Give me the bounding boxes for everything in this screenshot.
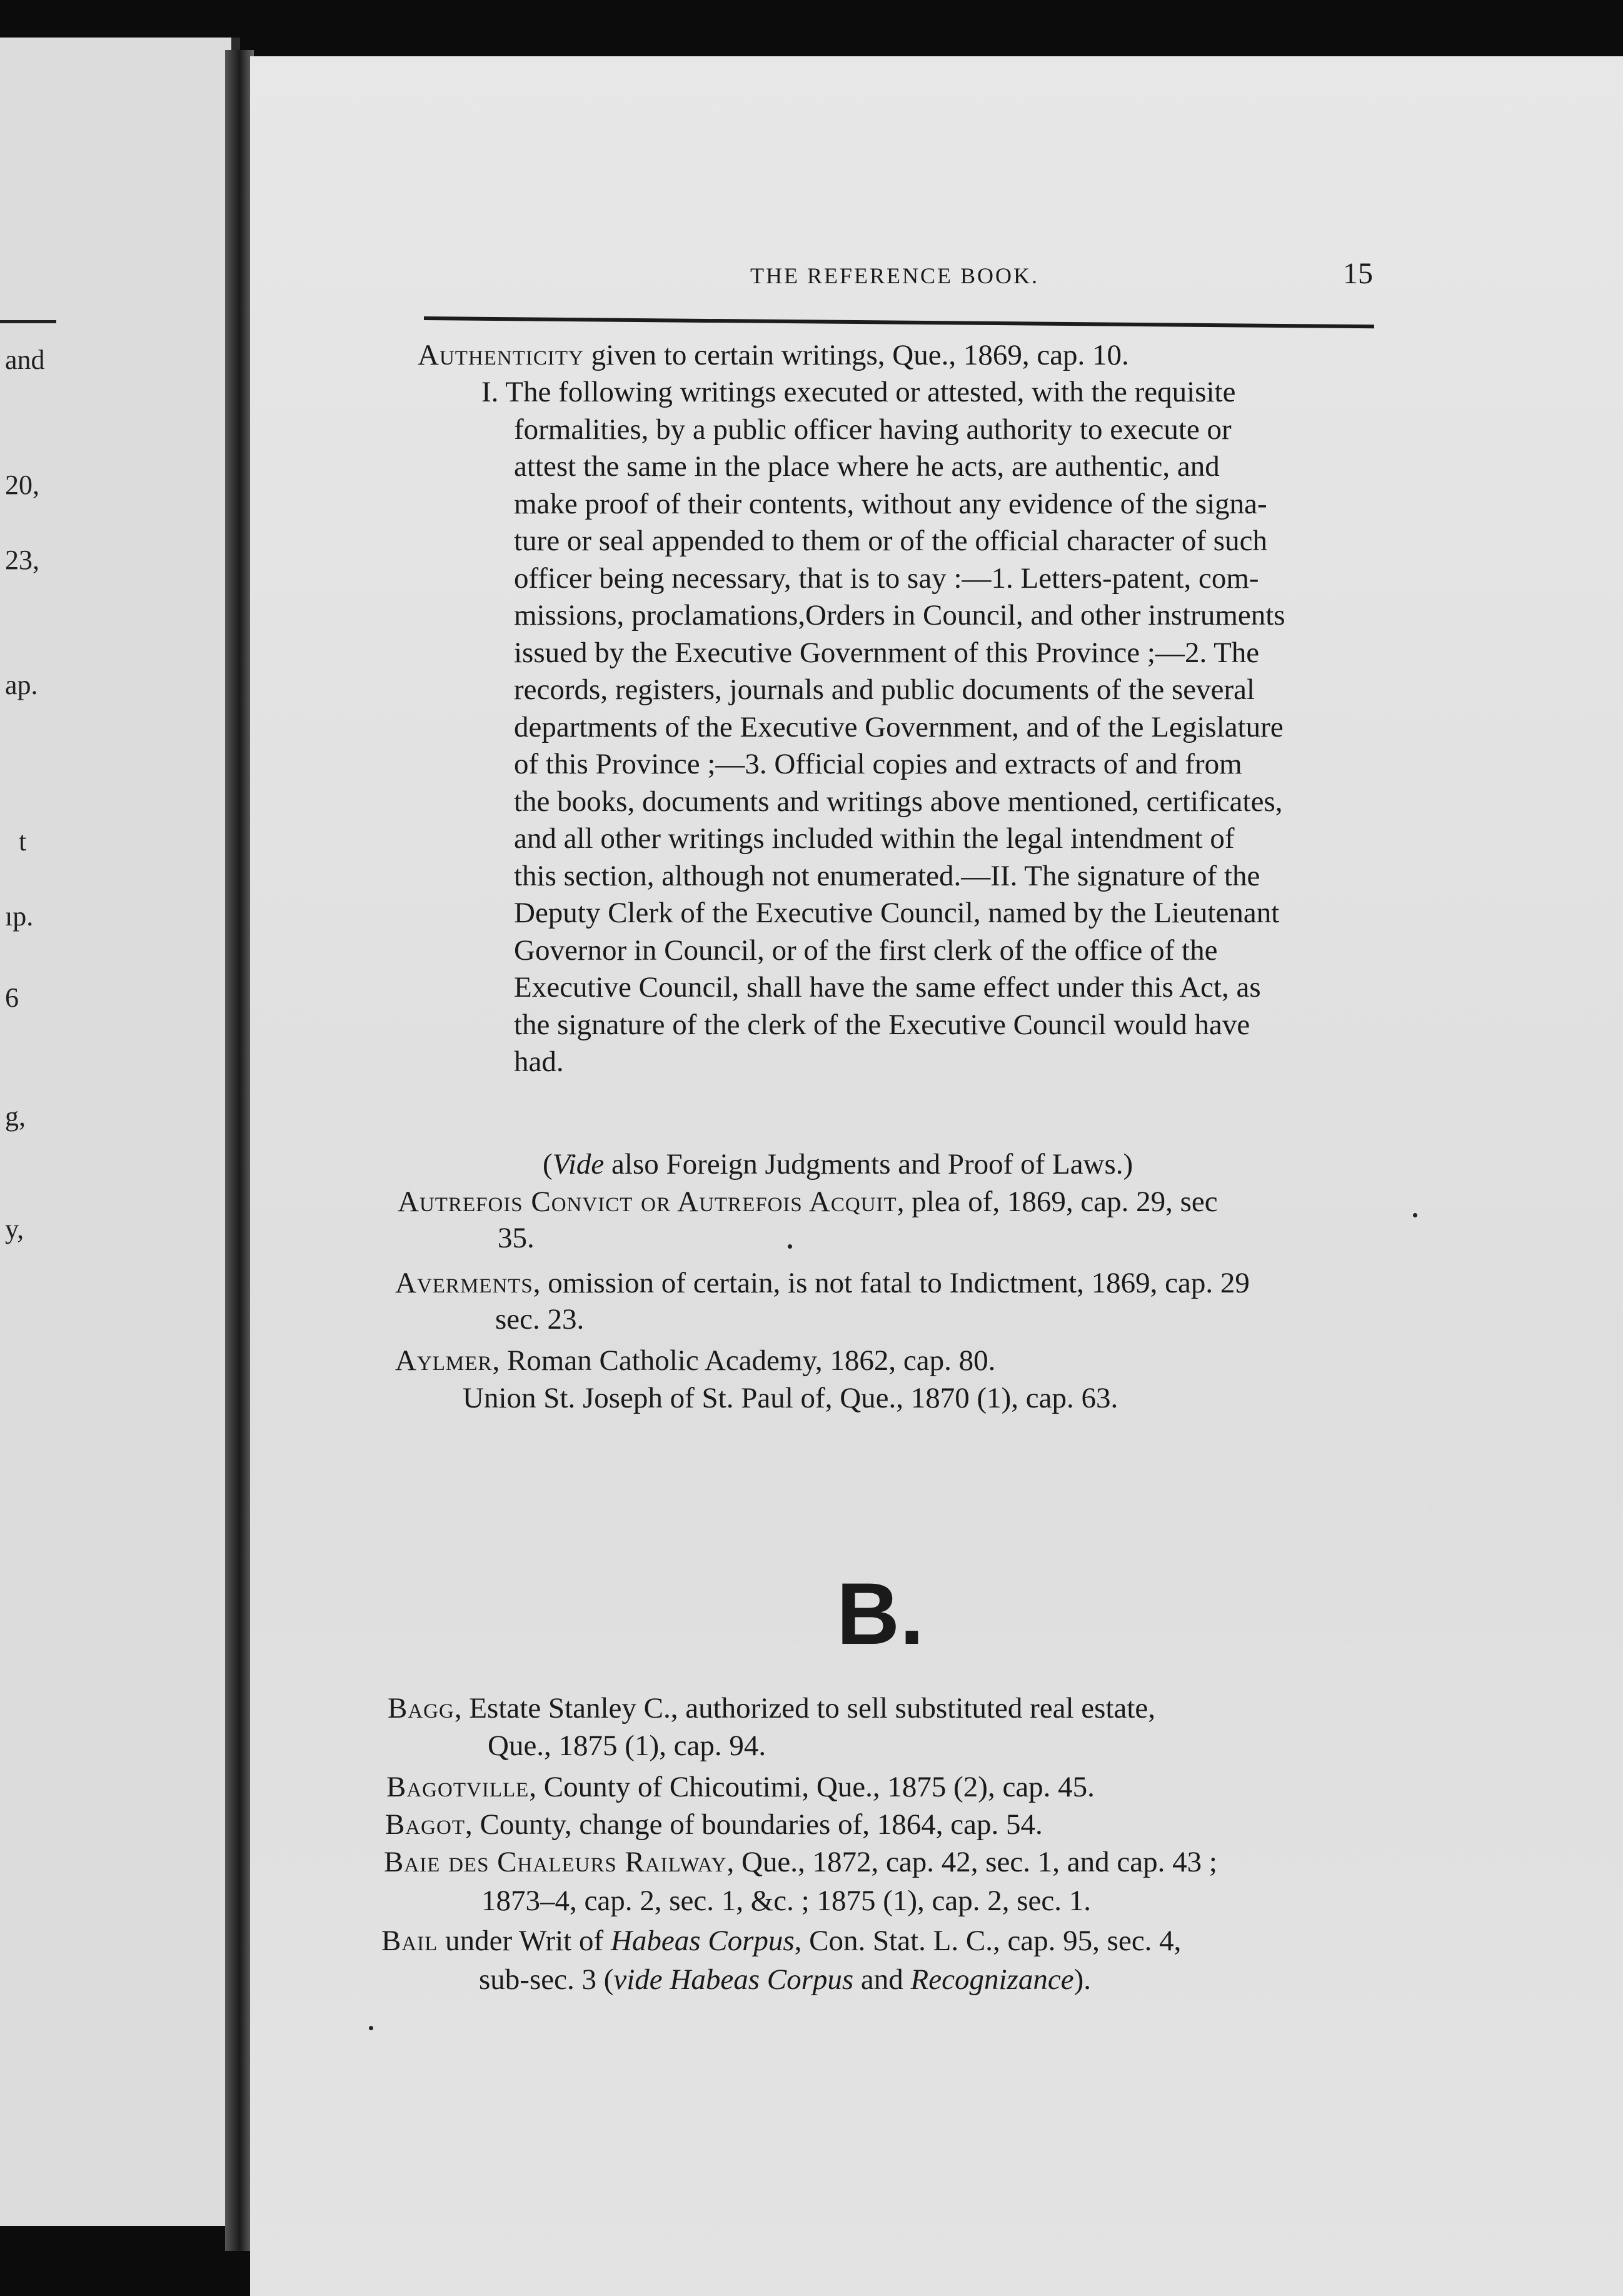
entry-autrefois	[398, 1182, 1218, 1222]
section-letter-b: B.	[837, 1564, 924, 1663]
entry-heading: Bail	[381, 1925, 438, 1957]
ink-speck	[369, 2026, 373, 2030]
previous-page-strip	[0, 38, 240, 2226]
entry-aylmer	[395, 1341, 995, 1381]
body-line: issued by the Executive Government of this Province ;—2. The	[514, 636, 1260, 669]
entry-text: , Que., 1872, cap. 42, sec. 1, and cap. 43 ;	[726, 1846, 1217, 1878]
body-line: had.	[514, 1045, 564, 1078]
body-line: Executive Council, shall have the same effect under this Act, as	[514, 971, 1261, 1004]
entry-text: ).	[1073, 1963, 1091, 1996]
body-line: formalities, by a public officer having authority to execute or	[514, 413, 1232, 446]
previous-page-fragment: and	[5, 345, 45, 375]
entry-heading: Aylmer	[395, 1344, 493, 1377]
previous-page-fragment: 20,	[5, 470, 39, 500]
body-line: Deputy Clerk of the Executive Council, named by the Lieutenant	[514, 897, 1280, 929]
entry-text: , Roman Catholic Academy, 1862, cap. 80.	[492, 1344, 996, 1377]
vide-open: (	[543, 1148, 553, 1181]
entry-subentry: Union St. Joseph of St. Paul of, Que., 1870 (1), cap. 63.	[463, 1382, 1118, 1414]
body-line: of this Province ;—3. Official copies and extracts of and from	[514, 748, 1242, 780]
body-line: departments of the Executive Government, and of the Legislature	[514, 710, 1284, 743]
previous-page-fragment: ap.	[5, 670, 38, 700]
entry-authenticity	[418, 335, 1129, 375]
body-line: make proof of their contents, without any evidence of the signa-	[514, 487, 1267, 520]
entry-text: , County of Chicoutimi, Que., 1875 (2), cap. 45.	[529, 1771, 1095, 1803]
body-line: the books, documents and writings above mentioned, certificates,	[514, 785, 1283, 818]
entry-baie-des-chaleurs	[384, 1842, 1217, 1882]
entry-bagotville	[386, 1767, 1095, 1807]
entry-continuation: 1873–4, cap. 2, sec. 1, &c. ; 1875 (1), cap. 2, sec. 1.	[481, 1885, 1091, 1917]
entry-text: , Con. Stat. L. C., cap. 95, sec. 4,	[794, 1925, 1182, 1957]
vide-rest: also Foreign Judgments and Proof of Laws.)	[604, 1148, 1133, 1181]
body-line: attest the same in the place where he acts, are authentic, and	[514, 450, 1220, 483]
vide-word: Vide	[552, 1148, 605, 1181]
previous-page-fragment: 23,	[5, 545, 39, 575]
entry-text: sub-sec. 3 (	[479, 1963, 614, 1996]
body-line: I. The following writings executed or attested, with the requisite	[481, 376, 1236, 408]
entry-italic: Habeas Corpus	[610, 1925, 795, 1957]
entry-heading: Bagg	[388, 1692, 455, 1725]
page-number: 15	[1343, 257, 1373, 290]
body-line: Governor in Council, or of the first clerk of the office of the	[514, 934, 1218, 967]
body-line: and all other writings included within the legal intendment of	[514, 822, 1235, 855]
entry-text: given to certain writings, Que., 1869, cap. 10.	[583, 339, 1129, 371]
entry-continuation	[479, 1960, 1091, 2000]
entry-text: under Writ of	[438, 1925, 611, 1957]
entry-text: , County, change of boundaries of, 1864, cap. 54.	[465, 1808, 1043, 1841]
entry-text: , plea of, 1869, cap. 29, sec	[897, 1186, 1218, 1218]
entry-continuation: 35.	[498, 1222, 535, 1254]
ink-speck	[788, 1244, 792, 1249]
entry-averments	[395, 1263, 1250, 1303]
authenticity-body	[481, 374, 1285, 1081]
running-title: THE REFERENCE BOOK.	[750, 263, 1039, 288]
body-line: this section, although not enumerated.—II. The signature of the	[514, 859, 1260, 892]
entry-continuation: sec. 23.	[495, 1303, 585, 1336]
vide-note	[543, 1144, 1133, 1184]
previous-page-fragment: 6	[5, 982, 19, 1013]
body-line: missions, proclamations,Orders in Council, and other instruments	[514, 599, 1285, 632]
body-line: the signature of the clerk of the Executive Council would have	[514, 1008, 1250, 1041]
entry-bail	[381, 1921, 1181, 1961]
previous-page-fragment: t	[19, 826, 27, 857]
body-line: officer being necessary, that is to say :—1. Letters-patent, com-	[514, 561, 1259, 595]
entry-heading: Bagot	[385, 1808, 466, 1841]
entry-heading: Bagotville	[386, 1771, 530, 1803]
entry-continuation: Que., 1875 (1), cap. 94.	[488, 1730, 766, 1762]
entry-heading: Authenticity	[418, 339, 584, 371]
entry-heading: Averments	[395, 1267, 533, 1299]
entry-text: , omission of certain, is not fatal to Indictment, 1869, cap. 29	[533, 1267, 1250, 1299]
entry-heading: Autrefois Convict or Autrefois Acquit	[398, 1186, 897, 1218]
ink-speck	[1413, 1213, 1417, 1217]
body-line: records, registers, journals and public documents of the several	[514, 673, 1255, 706]
entry-text: , Estate Stanley C., authorized to sell substituted real estate,	[454, 1692, 1156, 1725]
entry-bagot	[385, 1805, 1043, 1845]
document-page	[250, 56, 1623, 2296]
previous-page-fragment: y,	[5, 1214, 24, 1244]
body-line: ture or seal appended to them or of the official character of such	[514, 525, 1267, 557]
entry-text: and	[853, 1963, 911, 1996]
previous-page-rule	[0, 320, 56, 323]
entry-italic: vide Habeas Corpus	[613, 1963, 854, 1996]
entry-heading: Baie des Chaleurs Railway	[384, 1846, 727, 1878]
entry-italic: Recognizance	[910, 1963, 1074, 1996]
previous-page-fragment: g,	[5, 1101, 26, 1132]
previous-page-fragment: ıp.	[5, 901, 34, 932]
header-rule	[424, 316, 1374, 328]
entry-bagg	[388, 1688, 1155, 1728]
